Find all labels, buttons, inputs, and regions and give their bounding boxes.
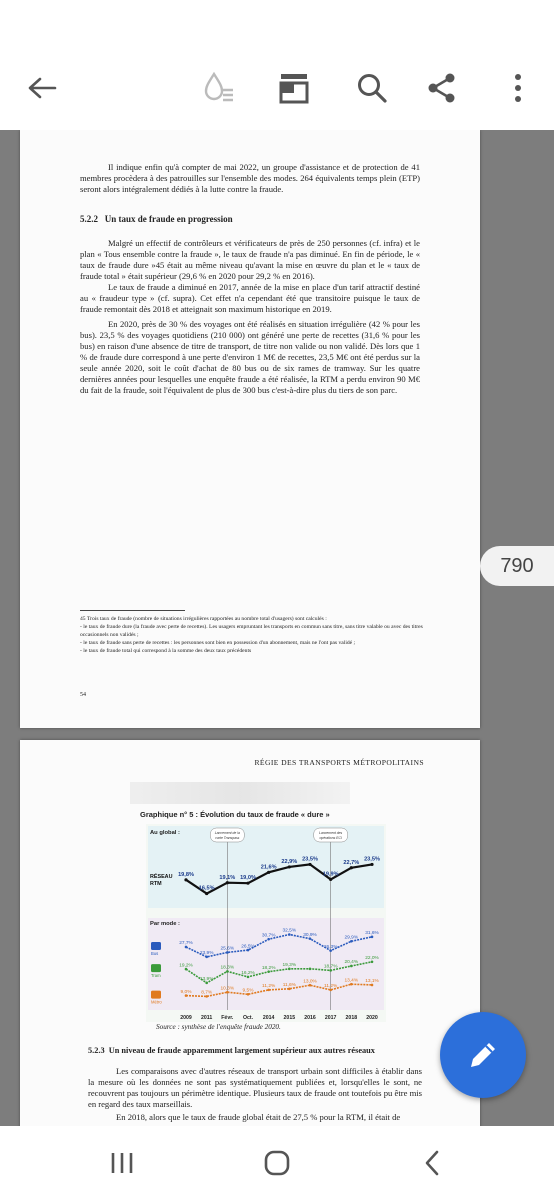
data-label-métro: 11,6% — [282, 983, 296, 989]
data-point-global — [329, 878, 332, 881]
series-name-tram: Tram — [151, 973, 161, 979]
data-label-tram: 16,2% — [241, 971, 255, 977]
mode-icon-bus — [151, 942, 161, 950]
data-label-métro: 11,2% — [324, 984, 338, 990]
data-label-métro: 8,7% — [201, 990, 213, 996]
data-label-métro: 10,3% — [220, 986, 235, 992]
data-label-bus: 29,9% — [344, 935, 359, 941]
section-number: 5.2.2 — [80, 214, 98, 224]
recent-apps-icon — [109, 1151, 135, 1175]
search-button[interactable] — [344, 60, 400, 116]
series-name-métro: Métro — [151, 999, 162, 1005]
data-label-global: 23,5% — [302, 856, 318, 863]
x-tick-label: 2011 — [201, 1015, 213, 1021]
data-point-global — [350, 866, 353, 869]
section-heading — [88, 1046, 375, 1055]
data-label-global: 19,8% — [178, 871, 194, 878]
search-icon — [356, 72, 388, 104]
data-point-global — [184, 878, 187, 881]
arrow-left-icon — [27, 76, 57, 100]
data-label-métro: 13,4% — [344, 978, 359, 984]
home-icon — [263, 1149, 291, 1177]
data-point-tram — [309, 968, 312, 971]
series-name-bus: Bus — [151, 950, 159, 956]
data-label-global: 22,9% — [281, 858, 298, 865]
x-tick-label: 2020 — [366, 1015, 378, 1021]
running-header: RÉGIE DES TRANSPORTS MÉTROPOLITAINS — [254, 758, 424, 767]
chart-source: Source : synthèse de l'enquête fraude 2020. — [156, 1023, 281, 1031]
paragraph: Les comparaisons avec d'autres réseaux de transport urbain sont difficiles à établir dans la mesure où les données ne sont pas systématiquement publiées et, lorsqu'elles le sont, ne recouvrent pas toujours un périmètre identique. Plusieurs taux de fraude ont toutefois pu être mis en regard des taux marseillais. — [88, 1066, 422, 1109]
recent-apps-button[interactable] — [94, 1143, 150, 1183]
footnote-separator — [80, 610, 185, 611]
paragraph: En 2020, près de 30 % des voyages ont été réalisés en situation irrégulière (42 % pour les bus). 23,5 % des voyages quotidiens (210 000) ont généré une perte de recettes (31,6 % pour les bus) en raison d'une absence de titre de transport, de titre non valide ou non validé. Dès lors que 1 % de fraude dure correspond à une perte d'environ 1 M€ de recettes, 23,5 M€ ont été perdus sur la seule année 2020, soit le coût d'achat de 80 bus ou de six rames de tramway. Sur les quatre dernières années pour lesquelles une enquête fraude a été réalisée, la RTM a perdu environ 90 M€ du fait de la fraude, soit l'équivalent de plus de 300 bus c'est-à-dire plus du tiers de son parc. — [80, 319, 420, 395]
data-label-tram: 18,7% — [323, 964, 338, 970]
share-icon — [426, 72, 458, 104]
page-number: 54 — [80, 692, 86, 698]
data-point-global — [246, 882, 249, 885]
more-options-button[interactable] — [490, 60, 546, 116]
more-vert-icon — [513, 72, 523, 104]
data-label-global: 19,0% — [240, 875, 256, 882]
chevron-left-icon — [423, 1150, 441, 1176]
bleed-through-shadow — [130, 782, 350, 804]
ink-saver-button[interactable] — [190, 60, 246, 116]
reading-mode-button[interactable] — [266, 60, 322, 116]
x-tick-label: 2018 — [345, 1015, 358, 1021]
data-point-global — [288, 865, 291, 868]
x-tick-label: Févr. — [221, 1015, 234, 1021]
section-number: 5.2.3 — [88, 1046, 105, 1055]
data-point-global — [308, 863, 311, 866]
data-label-tram: 18,3% — [220, 965, 235, 971]
data-label-tram: 19,2% — [179, 963, 193, 969]
data-label-global: 16,5% — [198, 885, 215, 892]
footnote-line: - le taux de fraude total qui correspond à la somme des deux taux précédents — [80, 648, 252, 654]
status-bar — [0, 0, 554, 46]
edit-fab-button[interactable] — [440, 1012, 526, 1098]
data-label-bus: 30,9% — [303, 932, 317, 938]
annotation-label: carte Transpass — [215, 836, 240, 840]
paragraph: Il indique enfin qu'à compter de mai 2022, un groupe d'assistance et de protection de 41 membres procèdera à des patrouilles sur l'ensemble des modes. 264 équivalents temps plein (ETP) seront alors intégralement dédiés à la lutte contre la fraude. — [80, 162, 420, 194]
data-point-global — [370, 863, 373, 866]
back-button[interactable] — [14, 60, 70, 116]
x-tick-label: 2009 — [180, 1015, 192, 1021]
section-label: Par mode : — [150, 921, 180, 927]
page-indicator: 790 — [480, 546, 554, 586]
annotation-label: Lancement de la — [214, 831, 240, 835]
data-label-bus: 30,7% — [261, 933, 276, 939]
section-title: Un taux de fraude en progression — [104, 214, 233, 224]
top-toolbar — [0, 46, 554, 130]
data-label-global: 22,7% — [343, 859, 360, 866]
section-label: Au global : — [150, 830, 180, 836]
fraud-rate-chart — [146, 824, 386, 1022]
section-heading — [80, 214, 233, 224]
data-point-global — [267, 871, 270, 874]
paragraph: Malgré un effectif de contrôleurs et vérificateurs de près de 250 personnes (cf. infra) et le plan « Tous ensemble contre la fraude », le taux de fraude n'a pas diminué. En fin de période, le « taux de fraude dure »45 était au même niveau qu'avant la mise en œuvre du plan et le « taux de fraude total » était supérieur (29,6 % en 2020 pour 29,2 % en 2016). — [80, 238, 420, 281]
section-title: Un niveau de fraude apparemment largement supérieur aux autres réseaux — [108, 1046, 375, 1055]
home-button[interactable] — [249, 1143, 305, 1183]
nav-back-button[interactable] — [404, 1143, 460, 1183]
data-label-bus: 31,6% — [365, 931, 379, 937]
share-button[interactable] — [414, 60, 470, 116]
data-label-tram: 13,9% — [199, 977, 214, 983]
x-tick-label: Oct. — [242, 1015, 254, 1021]
data-label-bus: 32,5% — [282, 928, 297, 934]
data-label-bus: 26,5% — [241, 944, 255, 950]
data-label-métro: 11,2% — [262, 984, 276, 990]
data-label-tram: 22,0% — [365, 956, 379, 961]
data-point-global — [226, 881, 229, 884]
document-page-54 — [20, 130, 480, 728]
pencil-icon — [466, 1038, 500, 1072]
x-tick-label: 2014 — [262, 1015, 275, 1021]
reading-mode-icon — [279, 72, 309, 104]
series-name-global: RÉSEAU — [150, 874, 173, 880]
annotation-label: opérations ECI — [319, 836, 342, 840]
paragraph: En 2018, alors que le taux de fraude global était de 27,5 % pour la RTM, il était de — [116, 1112, 401, 1122]
data-label-tram: 20,4% — [344, 960, 359, 966]
footnote-line: - le taux de fraude sans perte de recettes : les personnes sont bien en possession d'un abonnement, mais ne l'ont pas validé ; — [80, 640, 356, 646]
system-navigation-bar — [0, 1126, 554, 1200]
footnote-line: 45 Trois taux de fraude (nombre de situations irrégulières rapportées au nombre total d'usagers) sont calculés : — [80, 616, 327, 622]
data-label-global: 21,6% — [260, 864, 277, 871]
data-label-tram: 18,2% — [261, 965, 276, 971]
x-tick-label: 2017 — [324, 1015, 337, 1021]
data-point-global — [205, 892, 208, 895]
series-name-global: RTM — [150, 881, 162, 887]
annotation-label: Lancement des — [319, 831, 343, 835]
data-label-global: 19,9% — [322, 871, 339, 878]
document-page-55 — [20, 740, 480, 1126]
chart-caption: Graphique n° 5 : Évolution du taux de fraude « dure » — [140, 810, 330, 819]
data-label-métro: 9,0% — [180, 989, 192, 995]
data-label-métro: 13,1% — [365, 979, 379, 985]
data-label-bus: 23,9% — [199, 951, 214, 957]
x-tick-label: 2016 — [304, 1015, 316, 1021]
document-viewer[interactable] — [0, 130, 554, 1126]
data-label-global: 23,5% — [364, 856, 380, 863]
data-label-bus: 25,6% — [220, 946, 235, 952]
ink-saver-icon — [200, 70, 236, 106]
data-label-métro: 9,5% — [242, 988, 254, 994]
data-label-global: 19,1% — [219, 874, 236, 881]
x-tick-label: 2015 — [283, 1015, 296, 1021]
data-label-tram: 19,3% — [282, 963, 297, 969]
paragraph: Le taux de fraude a diminué en 2017, année de la mise en place d'un tarif attractif destiné au « fraudeur type » (cf. supra). Cet effet n'a cependant été que transitoire puisque le taux de fraude remontait dès 2018 et atteignait son maximum historique en 2019. — [80, 282, 420, 314]
data-label-métro: 13,0% — [303, 979, 317, 985]
mode-icon-métro — [151, 991, 161, 999]
data-label-bus: 26,3% — [323, 944, 338, 950]
footnote-line: - le taux de fraude dure (la fraude avec perte de recettes). Les usagers empruntant les transports en commun sans titre, sans titre valable ou avec des titres occasionnels non validés ; — [80, 624, 423, 638]
data-label-bus: 27,7% — [179, 941, 193, 947]
mode-icon-tram — [151, 964, 161, 972]
